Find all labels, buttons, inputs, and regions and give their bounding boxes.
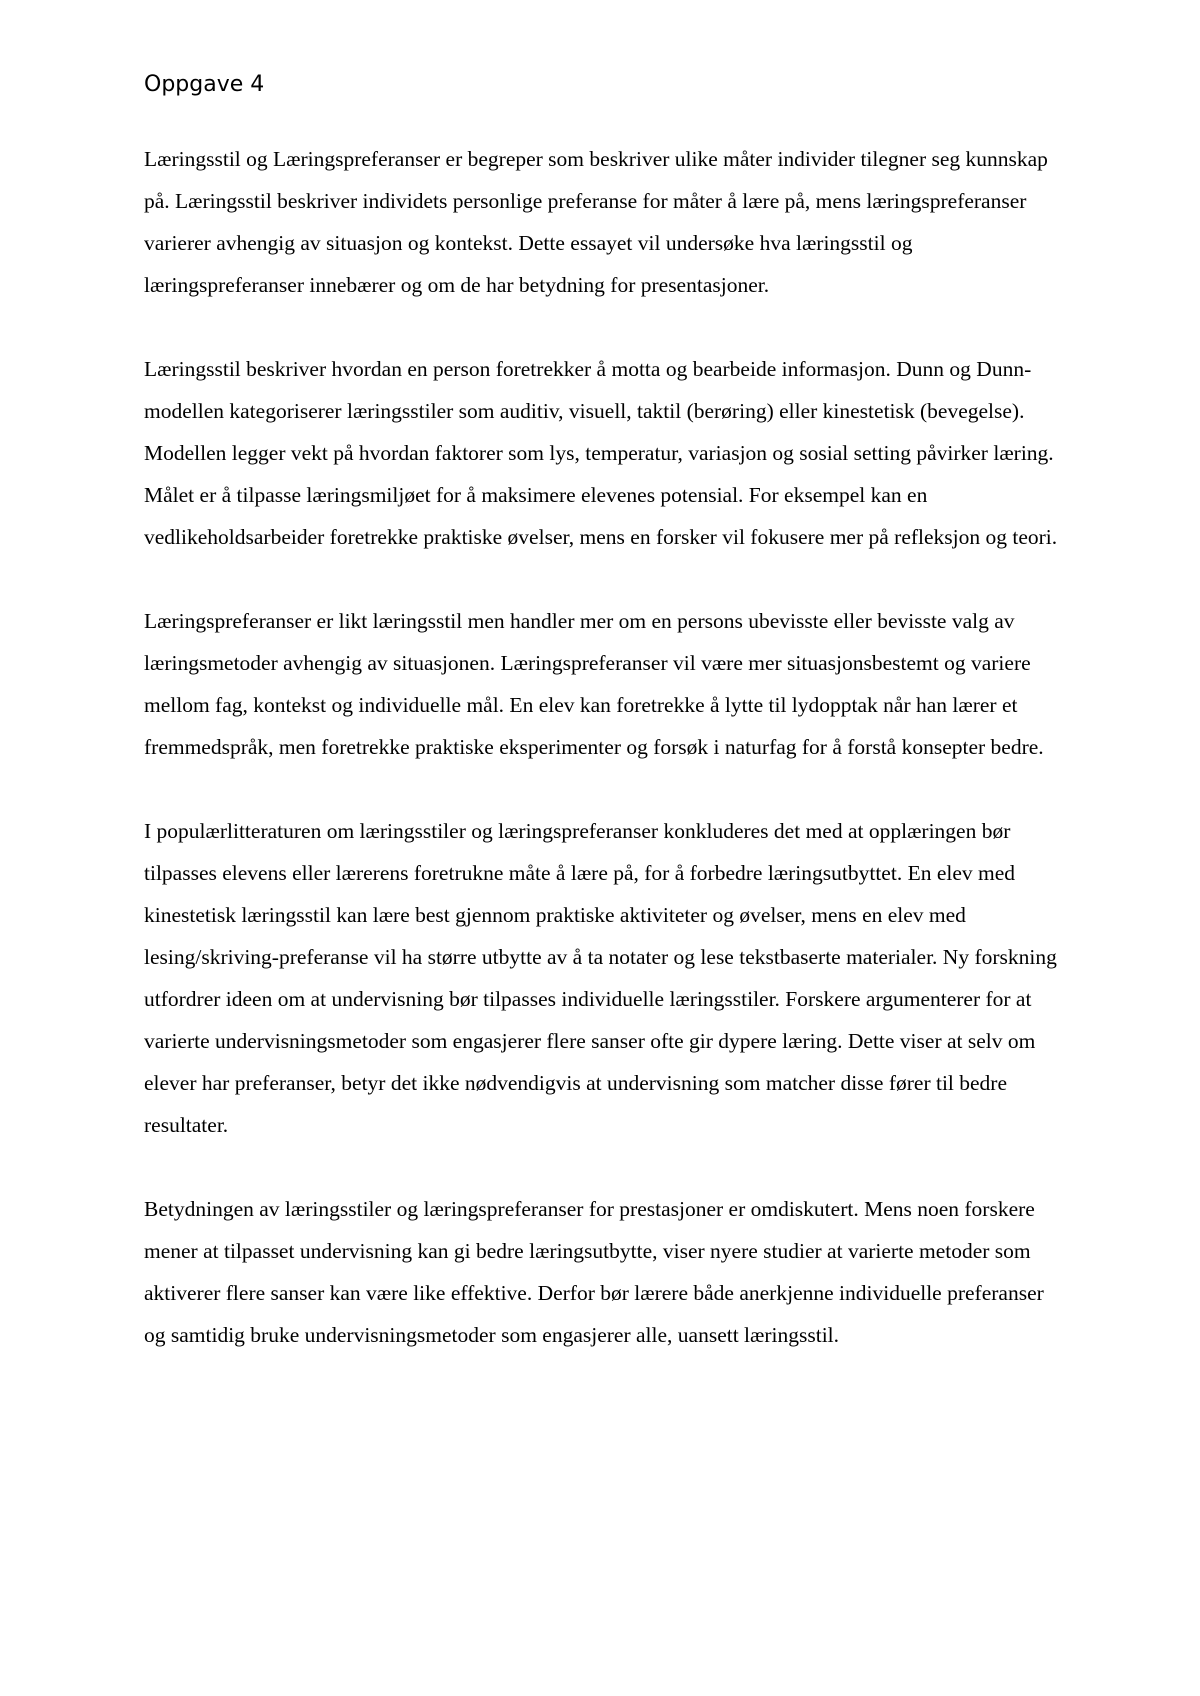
- paragraph-intro: Læringsstil og Læringspreferanser er begreper som beskriver ulike måter individer tilegner seg kunnskap på. Læringsstil beskriver individets personlige preferanse for måter å lære på, mens læringspreferanser varierer avhengig av situasjon og kontekst. Dette essayet vil undersøke hva læringsstil og læringspreferanser innebærer og om de har betydning for presentasjoner.: [144, 147, 1048, 297]
- document-title: Oppgave 4: [144, 72, 265, 97]
- document-body: [144, 70, 1064, 1356]
- paragraph-conclusion: Betydningen av læringsstiler og læringspreferanser for prestasjoner er omdiskutert. Mens noen forskere mener at tilpasset undervisning kan gi bedre læringsutbytte, viser nyere studier at varierte metoder som aktiverer flere sanser kan være like effektive. Derfor bør lærere både anerkjenne individuelle preferanser og samtidig bruke undervisningsmetoder som engasjerer alle, uansett læringsstil.: [144, 1197, 1044, 1347]
- paragraph-popular-literature: I populærlitteraturen om læringsstiler og læringspreferanser konkluderes det med at opplæringen bør tilpasses elevens eller lærerens foretrukne måte å lære på, for å forbedre læringsutbyttet. En elev med kinestetisk læringsstil kan lære best gjennom praktiske aktiviteter og øvelser, mens en elev med lesing/skriving-preferanse vil ha større utbytte av å ta notater og lese tekstbaserte materialer. Ny forskning utfordrer ideen om at undervisning bør tilpasses individuelle læringsstiler. Forskere argumenterer for at varierte undervisningsmetoder som engasjerer flere sanser ofte gir dypere læring. Dette viser at selv om elever har preferanser, betyr det ikke nødvendigvis at undervisning som matcher disse fører til bedre resultater.: [144, 819, 1057, 1137]
- paragraph-learning-preferences: Læringspreferanser er likt læringsstil men handler mer om en persons ubevisste eller bevisste valg av læringsmetoder avhengig av situasjonen. Læringspreferanser vil være mer situasjonsbestemt og variere mellom fag, kontekst og individuelle mål. En elev kan foretrekke å lytte til lydopptak når han lærer et fremmedspråk, men foretrekke praktiske eksperimenter og forsøk i naturfag for å forstå konsepter bedre.: [144, 609, 1044, 759]
- paragraph-learning-style: Læringsstil beskriver hvordan en person foretrekker å motta og bearbeide informasjon. Dunn og Dunn-modellen kategoriserer læringsstiler som auditiv, visuell, taktil (berøring) eller kinestetisk (bevegelse). Modellen legger vekt på hvordan faktorer som lys, temperatur, variasjon og sosial setting påvirker læring. Målet er å tilpasse læringsmiljøet for å maksimere elevenes potensial. For eksempel kan en vedlikeholdsarbeider foretrekke praktiske øvelser, mens en forsker vil fokusere mer på refleksjon og teori.: [144, 357, 1058, 549]
